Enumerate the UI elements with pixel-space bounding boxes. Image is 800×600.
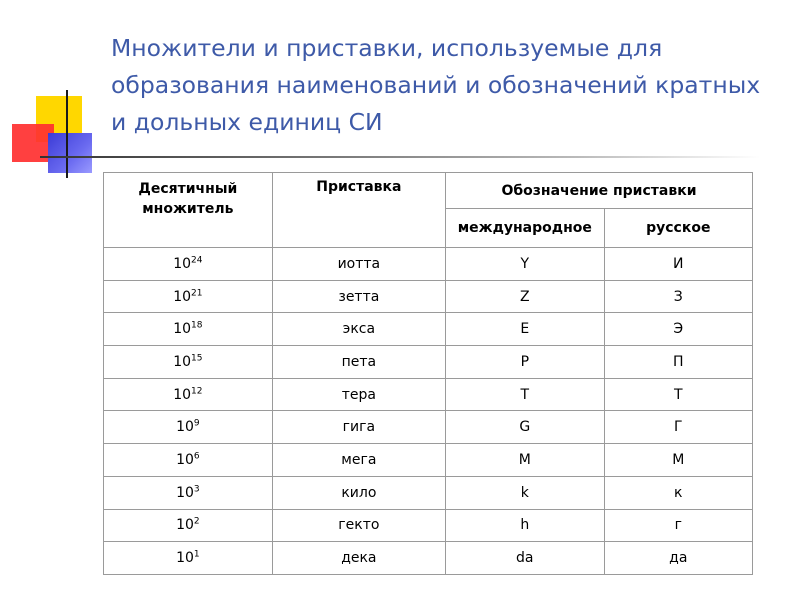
prefix-cell: иотта (272, 248, 445, 281)
title-divider (40, 156, 760, 158)
russian-symbol-cell: З (604, 280, 752, 313)
table-row (104, 542, 753, 575)
multiplier-base: 10 (176, 550, 194, 567)
table-row (104, 476, 753, 509)
table-row (104, 313, 753, 346)
multiplier-cell (104, 411, 273, 444)
multiplier-cell (104, 509, 273, 542)
international-symbol-cell: M (446, 444, 605, 477)
multiplier-cell (104, 346, 273, 379)
prefix-cell: пета (272, 346, 445, 379)
multiplier-cell (104, 476, 273, 509)
international-symbol-cell: E (446, 313, 605, 346)
prefix-cell: тера (272, 378, 445, 411)
multiplier-cell (104, 378, 273, 411)
header-designation: Обозначение приставки (446, 173, 753, 209)
russian-symbol-cell: да (604, 542, 752, 575)
multiplier-exponent: 12 (191, 385, 203, 396)
prefix-cell: кило (272, 476, 445, 509)
prefix-cell: гекто (272, 509, 445, 542)
russian-symbol-cell: Э (604, 313, 752, 346)
header-multiplier: Десятичный множитель (104, 173, 273, 248)
international-symbol-cell: Y (446, 248, 605, 281)
multiplier-cell (104, 280, 273, 313)
si-prefix-table (103, 172, 753, 575)
multiplier-base: 10 (176, 419, 194, 436)
header-international: международное (446, 209, 605, 248)
header-russian: русское (604, 209, 752, 248)
multiplier-cell (104, 248, 273, 281)
prefix-cell: дека (272, 542, 445, 575)
russian-symbol-cell: к (604, 476, 752, 509)
multiplier-exponent: 18 (191, 320, 203, 331)
multiplier-exponent: 1 (193, 549, 200, 560)
multiplier-base: 10 (173, 255, 192, 272)
multiplier-cell (104, 444, 273, 477)
multiplier-exponent: 6 (193, 451, 200, 462)
multiplier-exponent: 21 (191, 287, 203, 298)
russian-symbol-cell: Т (604, 378, 752, 411)
russian-symbol-cell: М (604, 444, 752, 477)
table-body (104, 248, 753, 575)
multiplier-base: 10 (176, 517, 194, 534)
international-symbol-cell: G (446, 411, 605, 444)
multiplier-exponent: 15 (191, 353, 203, 364)
table-row (104, 378, 753, 411)
international-symbol-cell: h (446, 509, 605, 542)
russian-symbol-cell: И (604, 248, 752, 281)
multiplier-exponent: 2 (193, 516, 200, 527)
table-row (104, 509, 753, 542)
russian-symbol-cell: г (604, 509, 752, 542)
multiplier-exponent: 3 (193, 484, 200, 494)
table-row (104, 280, 753, 313)
table-row (104, 346, 753, 379)
multiplier-base: 10 (173, 288, 192, 305)
slide-title: Множители и приставки, используемые для образования наименований и обозначений кратных и дольных единиц СИ (111, 34, 761, 136)
prefix-cell: экса (272, 313, 445, 346)
prefix-cell: гига (272, 411, 445, 444)
multiplier-cell (104, 313, 273, 346)
multiplier-exponent: 24 (191, 255, 203, 266)
multiplier-base: 10 (173, 386, 192, 403)
multiplier-base: 10 (176, 451, 194, 468)
russian-symbol-cell: П (604, 346, 752, 379)
international-symbol-cell: Z (446, 280, 605, 313)
international-symbol-cell: P (446, 346, 605, 379)
multiplier-base: 10 (173, 353, 192, 370)
table-row (104, 444, 753, 477)
table-row (104, 248, 753, 281)
multiplier-exponent: 9 (193, 418, 200, 429)
international-symbol-cell: k (446, 476, 605, 509)
prefix-cell: мега (272, 444, 445, 477)
multiplier-base: 10 (176, 484, 194, 501)
multiplier-cell (104, 542, 273, 575)
logo-blue-square (48, 133, 92, 173)
table-row (104, 411, 753, 444)
international-symbol-cell: da (446, 542, 605, 575)
multiplier-base: 10 (173, 321, 192, 338)
russian-symbol-cell: Г (604, 411, 752, 444)
header-prefix: Приставка (272, 173, 445, 248)
international-symbol-cell: T (446, 378, 605, 411)
prefix-cell: зетта (272, 280, 445, 313)
logo-vertical-line (66, 90, 68, 178)
